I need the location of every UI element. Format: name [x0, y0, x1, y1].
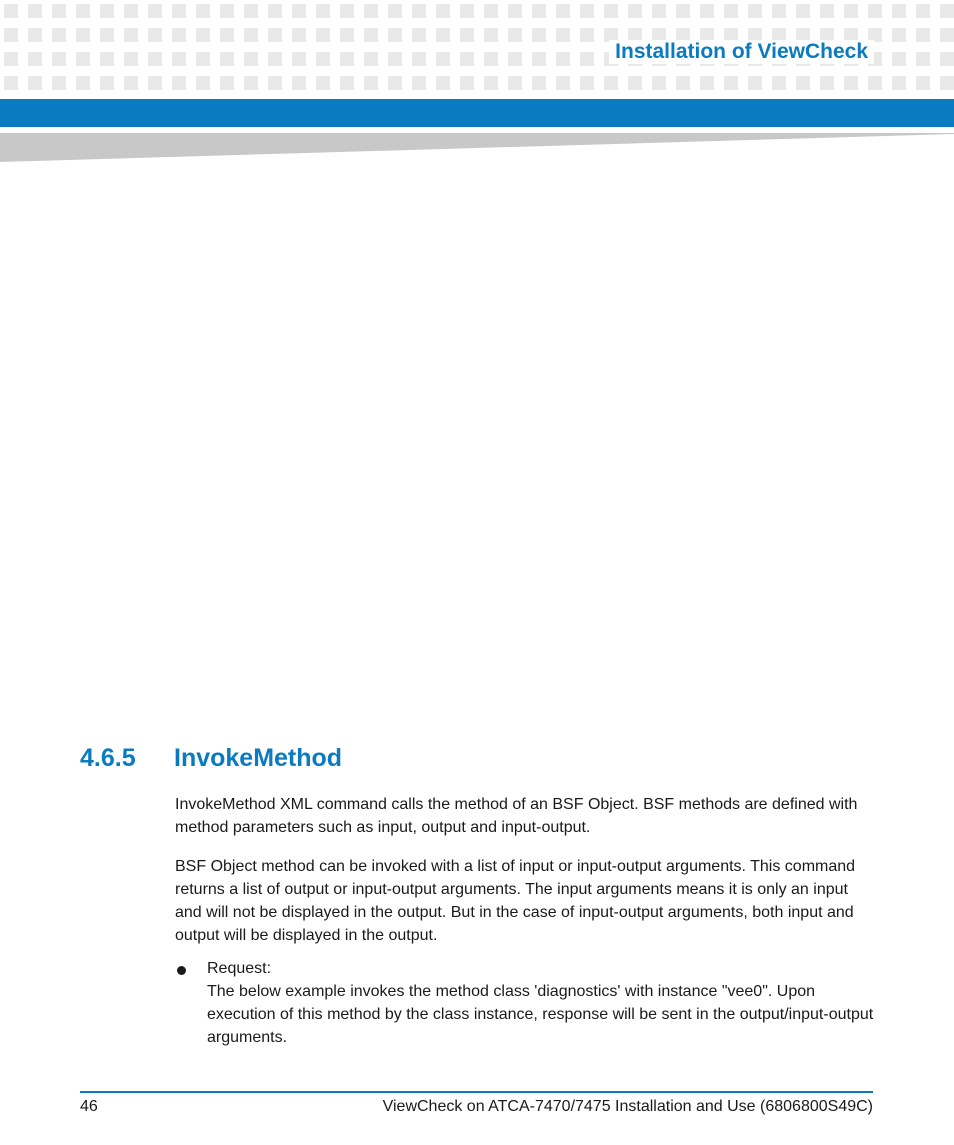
grid-cell — [316, 28, 330, 42]
grid-cell — [52, 28, 66, 42]
grid-cell — [508, 4, 522, 18]
grid-cell — [820, 76, 834, 90]
grid-cell — [4, 52, 18, 66]
grid-cell — [772, 76, 786, 90]
grid-cell — [484, 28, 498, 42]
grid-cell — [316, 52, 330, 66]
section-title: InvokeMethod — [174, 744, 343, 772]
grid-cell — [412, 76, 426, 90]
footer-rule — [80, 1091, 873, 1093]
grid-cell — [340, 76, 354, 90]
grid-cell — [124, 52, 138, 66]
grid-cell — [28, 52, 42, 66]
grid-cell — [268, 52, 282, 66]
grid-cell — [292, 52, 306, 66]
grid-cell — [388, 28, 402, 42]
grid-cell — [124, 76, 138, 90]
grid-cell — [364, 4, 378, 18]
grid-cell — [892, 28, 906, 42]
grid-cell — [100, 52, 114, 66]
grid-cell — [508, 52, 522, 66]
grid-cell — [556, 76, 570, 90]
grid-cell — [124, 4, 138, 18]
grid-cell — [244, 52, 258, 66]
grid-cell — [244, 28, 258, 42]
grid-cell — [52, 76, 66, 90]
header-accent-bar — [0, 99, 954, 127]
grid-cell — [4, 28, 18, 42]
grid-cell — [292, 76, 306, 90]
grid-cell — [172, 52, 186, 66]
section-heading — [80, 744, 342, 773]
grid-cell — [556, 28, 570, 42]
header-gray-wedge — [0, 130, 954, 162]
grid-cell — [748, 76, 762, 90]
grid-cell — [436, 28, 450, 42]
grid-cell — [940, 4, 954, 18]
grid-cell — [196, 28, 210, 42]
grid-cell — [508, 76, 522, 90]
grid-cell — [148, 52, 162, 66]
grid-cell — [556, 4, 570, 18]
grid-cell — [652, 76, 666, 90]
grid-cell — [460, 4, 474, 18]
grid-cell — [460, 28, 474, 42]
grid-cell — [532, 4, 546, 18]
grid-cell — [28, 4, 42, 18]
grid-cell — [916, 52, 930, 66]
grid-cell — [220, 4, 234, 18]
grid-cell — [388, 76, 402, 90]
grid-cell — [196, 76, 210, 90]
grid-cell — [292, 28, 306, 42]
grid-cell — [484, 52, 498, 66]
grid-cell — [580, 4, 594, 18]
grid-cell — [628, 76, 642, 90]
grid-cell — [172, 76, 186, 90]
grid-cell — [148, 28, 162, 42]
grid-cell — [220, 76, 234, 90]
grid-cell — [76, 52, 90, 66]
grid-cell — [76, 76, 90, 90]
grid-cell — [364, 76, 378, 90]
grid-cell — [220, 52, 234, 66]
grid-cell — [796, 76, 810, 90]
grid-cell — [556, 52, 570, 66]
grid-cell — [436, 4, 450, 18]
grid-cell — [532, 52, 546, 66]
grid-cell — [316, 4, 330, 18]
grid-cell — [340, 28, 354, 42]
grid-cell — [652, 4, 666, 18]
paragraph-arguments: BSF Object method can be invoked with a list of input or input-output arguments. This command returns a list of output or input-output arguments. The input arguments means it is only an input and will not be displayed in the output. But in the case of input-output arguments, both input and output will be displayed in the output. — [175, 858, 856, 944]
grid-cell — [676, 4, 690, 18]
paragraph-intro: InvokeMethod XML command calls the method of an BSF Object. BSF methods are defined with method parameters such as input, output and input-output. — [175, 796, 858, 836]
grid-cell — [868, 4, 882, 18]
grid-cell — [940, 76, 954, 90]
grid-cell — [580, 52, 594, 66]
grid-cell — [76, 4, 90, 18]
grid-cell — [724, 76, 738, 90]
page-number: 46 — [80, 1098, 98, 1115]
grid-cell — [916, 28, 930, 42]
grid-cell — [700, 4, 714, 18]
grid-cell — [604, 4, 618, 18]
grid-cell — [892, 76, 906, 90]
grid-cell — [292, 4, 306, 18]
grid-cell — [100, 28, 114, 42]
grid-cell — [148, 4, 162, 18]
grid-cell — [484, 76, 498, 90]
chapter-title: Installation of ViewCheck — [609, 40, 874, 64]
grid-cell — [28, 28, 42, 42]
grid-cell — [676, 76, 690, 90]
grid-cell — [340, 4, 354, 18]
grid-cell — [172, 4, 186, 18]
grid-cell — [412, 4, 426, 18]
section-number: 4.6.5 — [80, 744, 136, 772]
grid-cell — [412, 28, 426, 42]
grid-cell — [364, 52, 378, 66]
grid-cell — [436, 76, 450, 90]
grid-cell — [4, 4, 18, 18]
document-title: ViewCheck on ATCA-7470/7475 Installation and Use (6806800S49C) — [382, 1098, 873, 1115]
grid-cell — [844, 76, 858, 90]
grid-cell — [244, 76, 258, 90]
grid-cell — [220, 28, 234, 42]
grid-cell — [580, 76, 594, 90]
grid-cell — [52, 4, 66, 18]
grid-cell — [580, 28, 594, 42]
bullet-body: The below example invokes the method class 'diagnostics' with instance "vee0". Upon execution of this method by the class instance, response will be sent in the output/input-output arguments. — [207, 983, 874, 1046]
grid-cell — [724, 4, 738, 18]
grid-cell — [100, 76, 114, 90]
grid-cell — [268, 28, 282, 42]
grid-cell — [148, 76, 162, 90]
grid-cell — [28, 76, 42, 90]
grid-cell — [412, 52, 426, 66]
grid-cell — [364, 28, 378, 42]
bullet-dot — [177, 966, 186, 975]
grid-cell — [436, 52, 450, 66]
grid-cell — [916, 4, 930, 18]
grid-cell — [196, 52, 210, 66]
grid-cell — [124, 28, 138, 42]
grid-cell — [172, 28, 186, 42]
bullet-request — [207, 957, 875, 1049]
grid-cell — [100, 4, 114, 18]
grid-cell — [748, 4, 762, 18]
grid-cell — [508, 28, 522, 42]
grid-cell — [868, 76, 882, 90]
grid-cell — [628, 4, 642, 18]
grid-cell — [940, 28, 954, 42]
grid-cell — [772, 4, 786, 18]
grid-cell — [76, 28, 90, 42]
grid-cell — [844, 4, 858, 18]
grid-cell — [940, 52, 954, 66]
grid-cell — [388, 52, 402, 66]
grid-cell — [700, 76, 714, 90]
grid-cell — [820, 4, 834, 18]
grid-cell — [340, 52, 354, 66]
grid-cell — [268, 4, 282, 18]
grid-cell — [460, 52, 474, 66]
grid-cell — [316, 76, 330, 90]
grid-cell — [916, 76, 930, 90]
bullet-label: Request: — [207, 960, 272, 977]
grid-cell — [892, 52, 906, 66]
grid-cell — [796, 4, 810, 18]
grid-cell — [268, 76, 282, 90]
grid-cell — [388, 4, 402, 18]
grid-cell — [532, 76, 546, 90]
grid-cell — [892, 4, 906, 18]
grid-cell — [532, 28, 546, 42]
grid-cell — [4, 76, 18, 90]
grid-cell — [460, 76, 474, 90]
grid-cell — [604, 76, 618, 90]
grid-cell — [52, 52, 66, 66]
grid-cell — [484, 4, 498, 18]
grid-cell — [196, 4, 210, 18]
grid-cell — [244, 4, 258, 18]
